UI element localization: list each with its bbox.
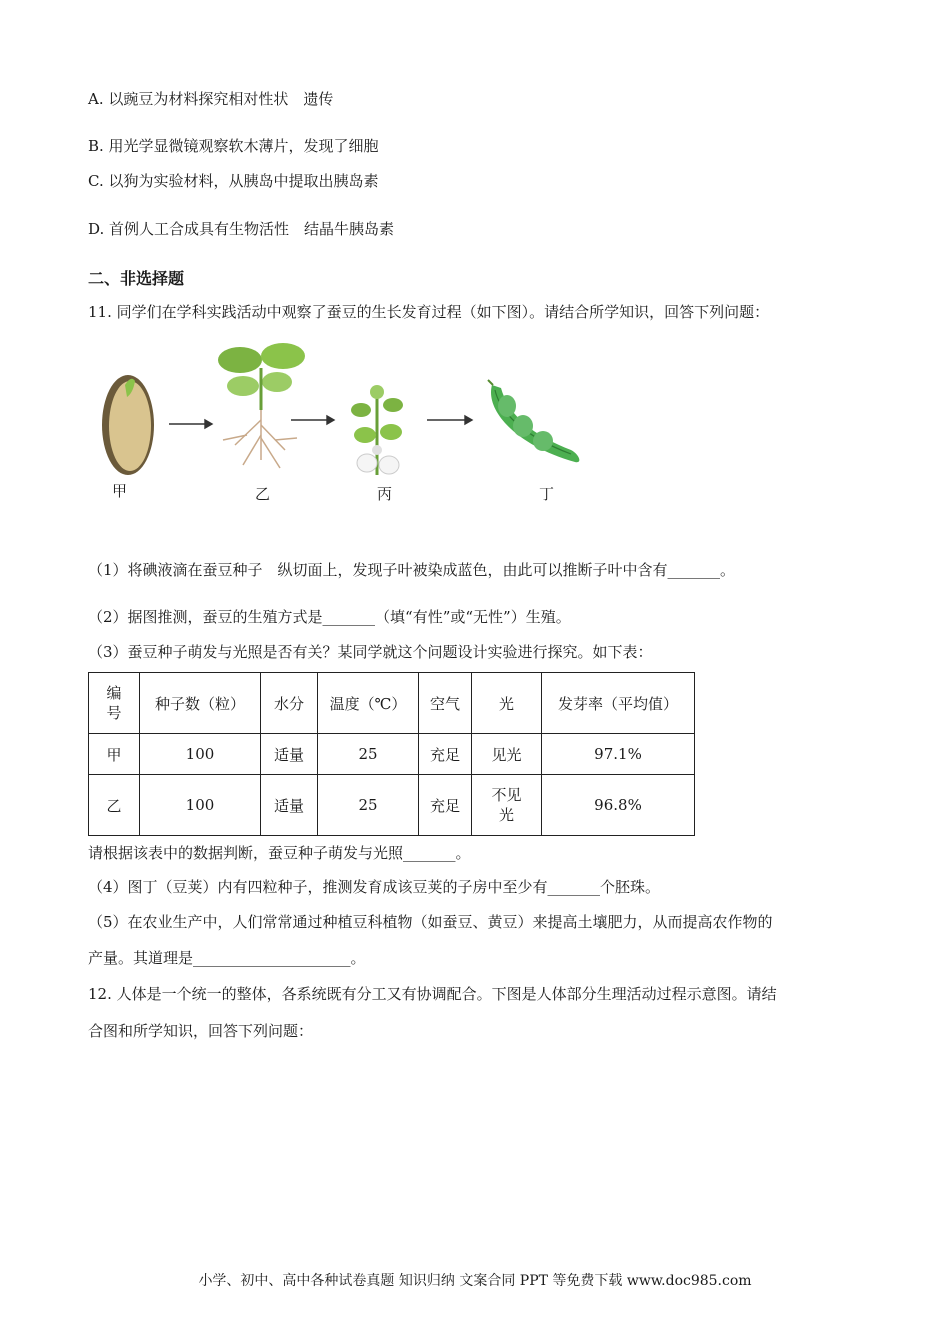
broad-bean-growth-diagram xyxy=(95,340,615,515)
table-row xyxy=(89,775,695,836)
header-cell: 水分 xyxy=(261,673,318,734)
table-cell: 见光 xyxy=(472,734,542,775)
table-cell: 乙 xyxy=(89,775,140,836)
stage-label-bing: 丙 xyxy=(377,485,393,503)
stage-label-jia: 甲 xyxy=(112,482,128,500)
table-cell: 25 xyxy=(318,734,419,775)
table-cell: 充足 xyxy=(419,734,472,775)
table-row xyxy=(89,734,695,775)
q11-sub5-line1: （5）在农业生产中，人们常常通过种植豆科植物（如蚕豆、黄豆）来提高土壤肥力，从而提高农作物的 xyxy=(88,913,773,931)
header-cell: 发芽率（平均值） xyxy=(542,673,695,734)
table-cell: 100 xyxy=(140,775,261,836)
seedling-icon xyxy=(218,343,305,468)
q11-sub1: （1）将碘液滴在蚕豆种子 纵切面上，发现子叶被染成蓝色，由此可以推断子叶中含有_______。 xyxy=(88,561,736,579)
q11-sub2: （2）据图推测，蚕豆的生殖方式是_______（填“有性”或“无性”）生殖。 xyxy=(88,608,571,626)
arrow-icon xyxy=(169,420,212,428)
q11-intro: 11. 同学们在学科实践活动中观察了蚕豆的生长发育过程（如下图）。请结合所学知识，回答下列问题： xyxy=(88,303,770,321)
header-cell: 种子数（粒） xyxy=(140,673,261,734)
arrow-icon xyxy=(427,416,472,424)
table-cell: 充足 xyxy=(419,775,472,836)
q12-line1: 12. 人体是一个统一的整体，各系统既有分工又有协调配合。下图是人体部分生理活动过程示意图。请结 xyxy=(88,985,777,1003)
table-cell: 甲 xyxy=(89,734,140,775)
option-b: B. 用光学显微镜观察软木薄片，发现了细胞 xyxy=(88,137,379,155)
experiment-table xyxy=(88,672,695,836)
table-cell: 25 xyxy=(318,775,419,836)
header-cell: 温度（℃） xyxy=(318,673,419,734)
header-cell: 编 号 xyxy=(89,673,140,734)
table-cell: 100 xyxy=(140,734,261,775)
q12-line2: 合图和所学知识，回答下列问题： xyxy=(88,1022,314,1040)
q11-sub3: （3）蚕豆种子萌发与光照是否有关？某同学就这个问题设计实验进行探究。如下表： xyxy=(88,643,653,661)
table-cell: 96.8% xyxy=(542,775,695,836)
section-title: 二、非选择题 xyxy=(88,269,185,288)
q11-after-table: 请根据该表中的数据判断，蚕豆种子萌发与光照_______。 xyxy=(88,844,471,862)
flowering-plant-icon xyxy=(351,385,403,475)
page-footer: 小学、初中、高中各种试卷真题 知识归纳 文案合同 PPT 等免费下载 www.doc985.com xyxy=(198,1273,752,1289)
stage-label-yi: 乙 xyxy=(255,485,271,503)
header-cell: 空气 xyxy=(419,673,472,734)
option-d: D. 首例人工合成具有生物活性 结晶牛胰岛素 xyxy=(88,220,395,238)
q11-sub5-line2: 产量。其道理是_____________________。 xyxy=(88,949,366,967)
option-a: A. 以豌豆为材料探究相对性状 遗传 xyxy=(88,90,334,108)
table-header-row xyxy=(89,673,695,734)
q11-sub4: （4）图丁（豆荚）内有四粒种子，推测发育成该豆荚的子房中至少有_______个胚珠。 xyxy=(88,878,661,896)
seed-icon xyxy=(102,375,154,475)
growth-illustration xyxy=(95,340,615,515)
table-cell: 适量 xyxy=(261,775,318,836)
table-cell: 适量 xyxy=(261,734,318,775)
option-c: C. 以狗为实验材料，从胰岛中提取出胰岛素 xyxy=(88,172,379,190)
table-cell: 不见 光 xyxy=(472,775,542,836)
bean-pod-icon xyxy=(488,380,579,462)
stage-label-ding: 丁 xyxy=(539,485,555,503)
table-cell: 97.1% xyxy=(542,734,695,775)
arrow-icon xyxy=(291,416,334,424)
header-cell: 光 xyxy=(472,673,542,734)
